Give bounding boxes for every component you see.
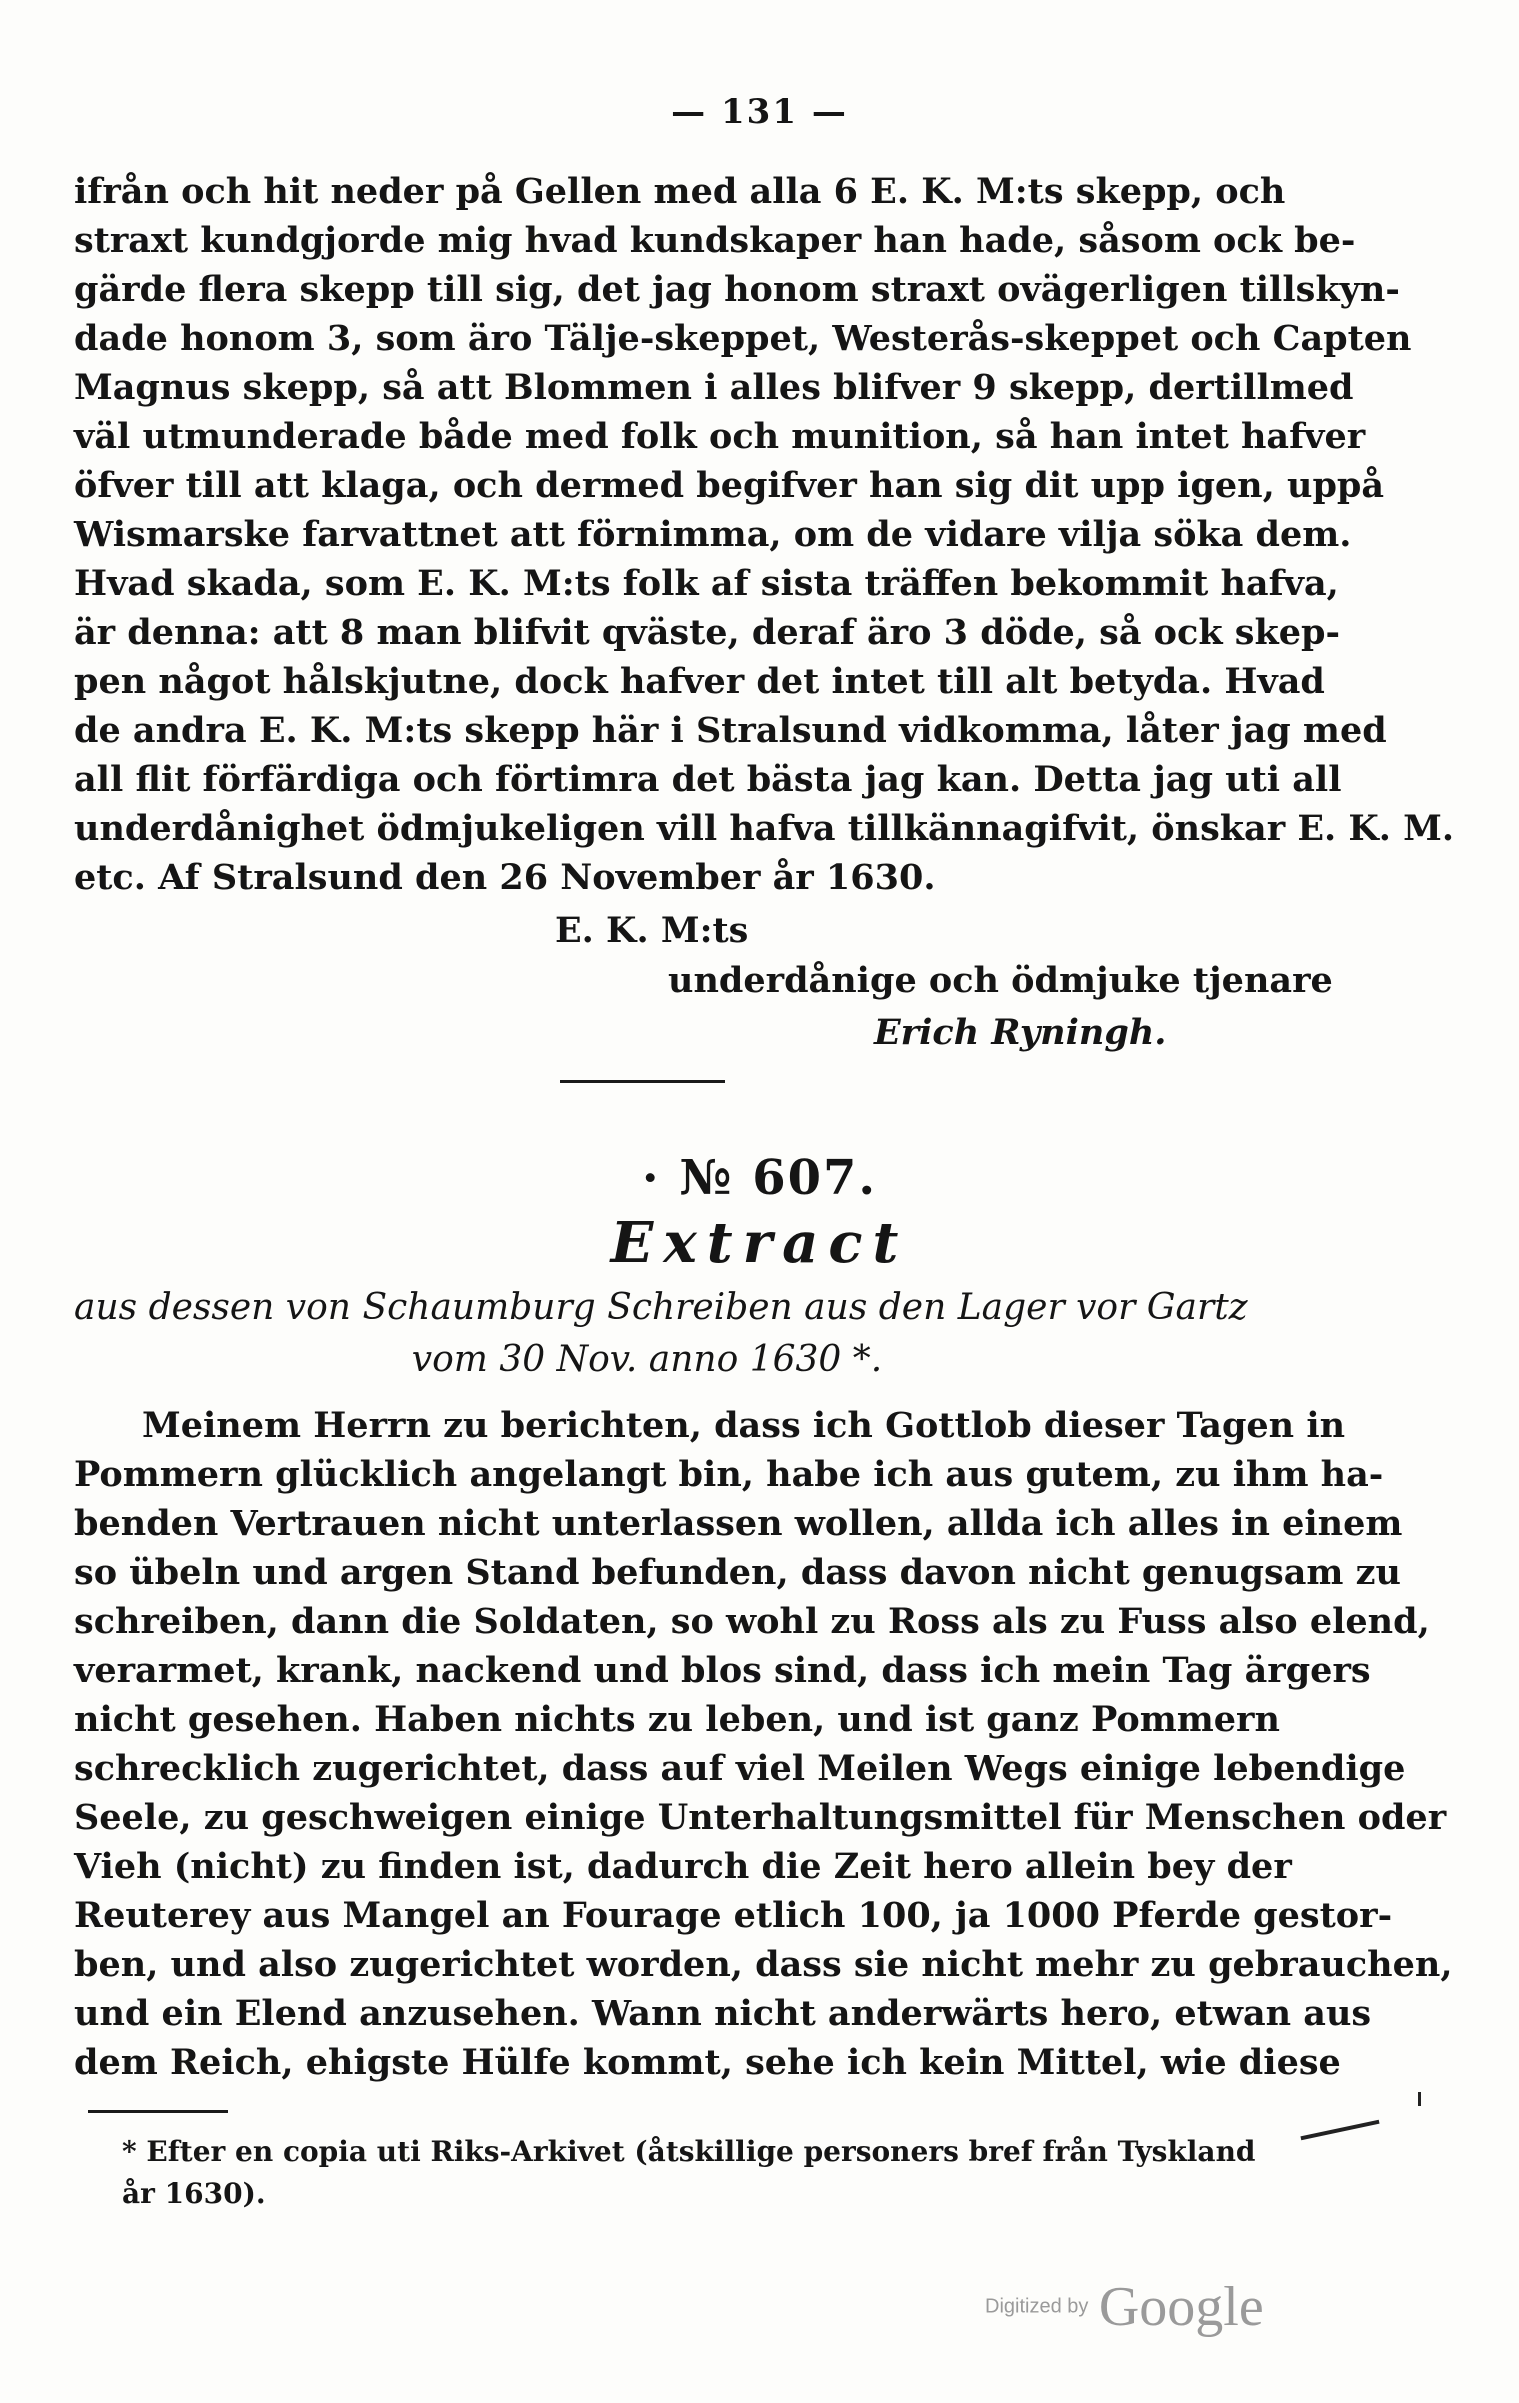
text-line: benden Vertrauen nicht unterlassen wollen, allda ich alles in einem <box>74 1503 1403 1544</box>
footnote-divider <box>88 2110 228 2113</box>
text-line: schrecklich zugerichtet, dass auf viel Meilen Wegs einige lebendige <box>74 1748 1406 1789</box>
footnote-line: år 1630). <box>122 2177 266 2210</box>
section-divider <box>560 1080 725 1083</box>
text-line: dade honom 3, som äro Tälje-skeppet, Westerås-skeppet och Capten <box>74 318 1412 359</box>
text-line: Seele, zu geschweigen einige Unterhaltungsmittel für Menschen oder <box>74 1797 1447 1838</box>
text-line: nicht gesehen. Haben nichts zu leben, und ist ganz Pommern <box>74 1699 1280 1740</box>
document-subtitle-line1: aus dessen von Schaumburg Schreiben aus den Lager vor Gartz <box>74 1287 1248 1328</box>
text-line: Pommern glücklich angelangt bin, habe ich aus gutem, zu ihm ha- <box>74 1454 1384 1495</box>
document-title: Extract <box>610 1210 909 1276</box>
footnote-line: * Efter en copia uti Riks-Arkivet (åtskillige personers bref från Tyskland <box>122 2135 1256 2168</box>
document-subtitle-line2: vom 30 Nov. anno 1630 *. <box>411 1339 883 1380</box>
text-line: ifrån och hit neder på Gellen med alla 6 E. K. M:ts skepp, och <box>74 171 1286 212</box>
page-number: — 131 — <box>671 92 848 132</box>
text-line: gärde flera skepp till sig, det jag honom straxt ovägerligen tillskyn- <box>74 269 1400 310</box>
text-line: Vieh (nicht) zu finden ist, dadurch die Zeit hero allein bey der <box>74 1846 1292 1887</box>
signature-title: underdånige och ödmjuke tjenare <box>668 960 1333 1001</box>
text-line: verarmet, krank, nackend und blos sind, dass ich mein Tag ärgers <box>74 1650 1371 1691</box>
text-line: straxt kundgjorde mig hvad kundskaper han hade, såsom ock be- <box>74 220 1356 261</box>
signature-name: Erich Ryningh. <box>874 1012 1167 1053</box>
text-line: so übeln und argen Stand befunden, dass davon nicht genugsam zu <box>74 1552 1401 1593</box>
watermark-prefix: Digitized by <box>985 2295 1089 2318</box>
text-line: de andra E. K. M:ts skepp här i Stralsund vidkomma, låter jag med <box>74 710 1387 751</box>
text-line: dem Reich, ehigste Hülfe kommt, sehe ich kein Mittel, wie diese <box>74 2042 1341 2083</box>
text-line: etc. Af Stralsund den 26 November år 1630. <box>74 857 936 898</box>
scan-mark <box>1300 2120 1379 2141</box>
text-line: pen något hålskjutne, dock hafver det intet till alt betyda. Hvad <box>74 661 1325 702</box>
text-line: Reuterey aus Mangel an Fourage etlich 100, ja 1000 Pferde gestor- <box>74 1895 1393 1936</box>
google-logo: Google <box>1098 2276 1264 2338</box>
scan-mark <box>1418 2092 1421 2106</box>
text-line: all flit förfärdiga och förtimra det bästa jag kan. Detta jag uti all <box>74 759 1342 800</box>
text-line: underdånighet ödmjukeligen vill hafva tillkännagifvit, önskar E. K. M. <box>74 808 1455 849</box>
signature-salutation: E. K. M:ts <box>555 910 749 951</box>
text-line: und ein Elend anzusehen. Wann nicht anderwärts hero, etwan aus <box>74 1993 1372 2034</box>
text-line: Magnus skepp, så att Blommen i alles blifver 9 skepp, dertillmed <box>74 367 1354 408</box>
text-line: Wismarske farvattnet att förnimma, om de vidare vilja söka dem. <box>74 514 1352 555</box>
text-line: schreiben, dann die Soldaten, so wohl zu Ross als zu Fuss also elend, <box>74 1601 1430 1642</box>
text-line: Meinem Herrn zu berichten, dass ich Gottlob dieser Tagen in <box>142 1405 1346 1446</box>
text-line: väl utmunderade både med folk och munition, så han intet hafver <box>74 416 1366 457</box>
document-number: · № 607. <box>641 1150 878 1206</box>
text-line: öfver till att klaga, och dermed begifver han sig dit upp igen, uppå <box>74 465 1385 506</box>
text-line: Hvad skada, som E. K. M:ts folk af sista träffen bekommit hafva, <box>74 563 1339 604</box>
digitized-watermark <box>985 2275 1264 2339</box>
text-line: är denna: att 8 man blifvit qväste, deraf äro 3 döde, så ock skep- <box>74 612 1340 653</box>
text-line: ben, und also zugerichtet worden, dass sie nicht mehr zu gebrauchen, <box>74 1944 1453 1985</box>
